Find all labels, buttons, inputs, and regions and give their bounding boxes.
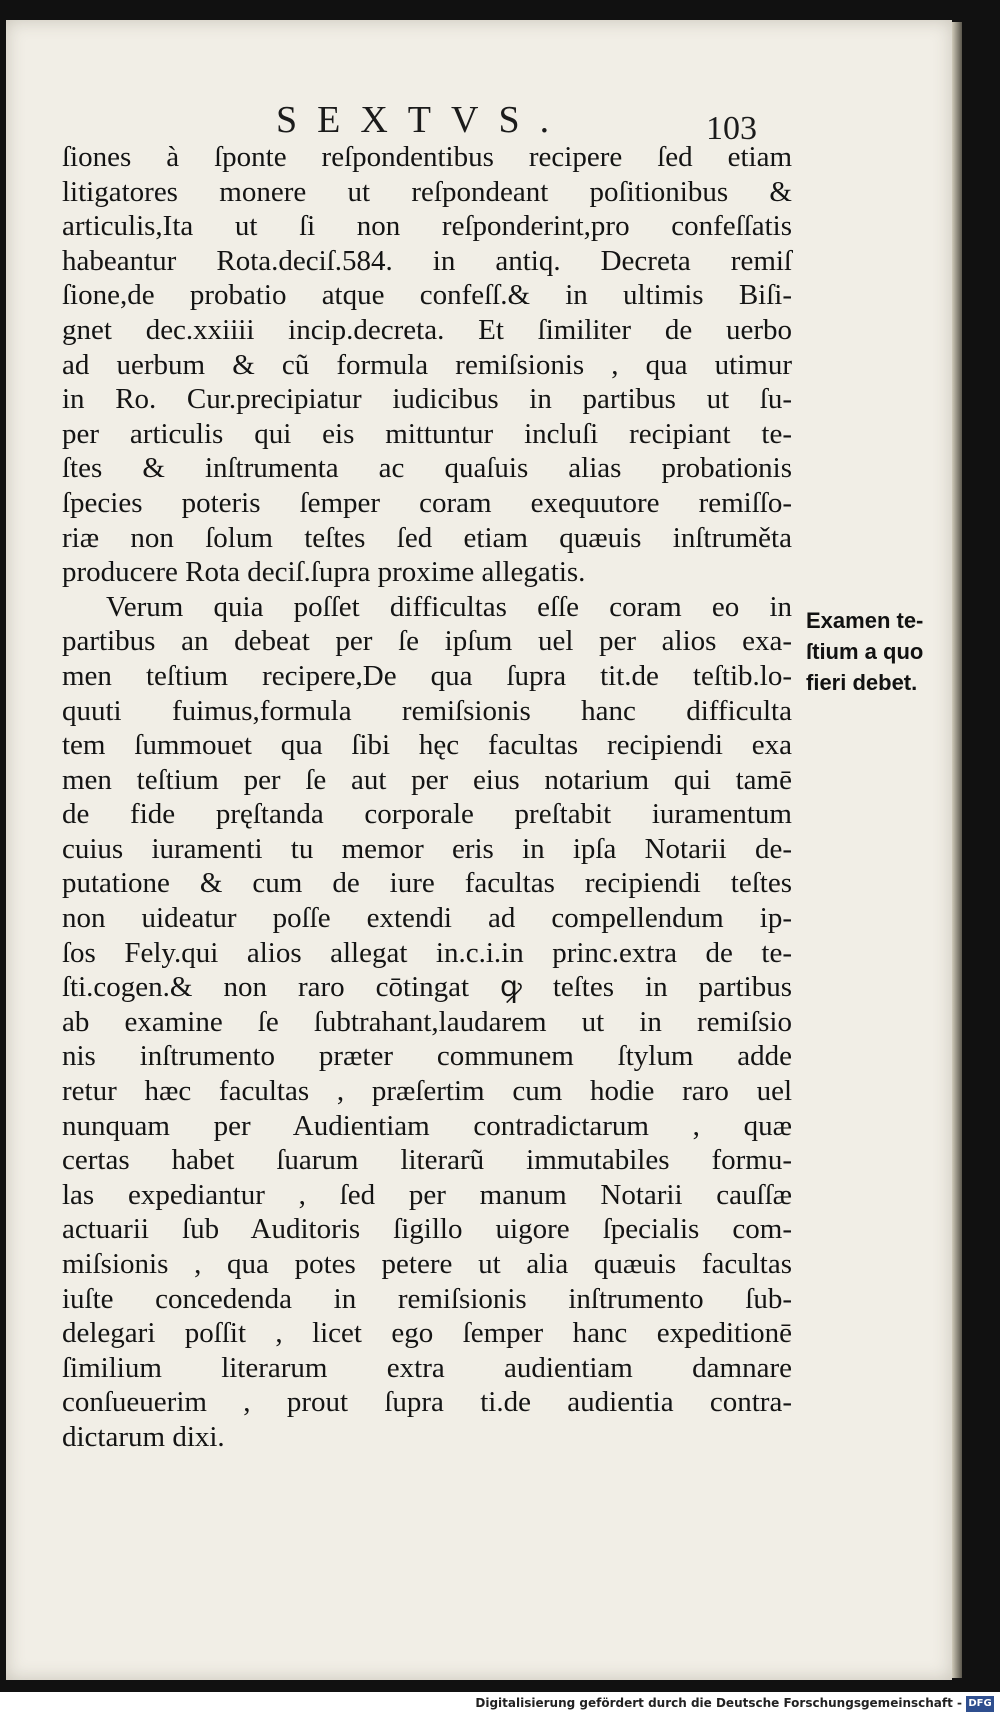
text-line: las expediantur , ſed per manum Notarii cauſſæ xyxy=(62,1178,792,1211)
text-line: dictarum dixi. xyxy=(62,1420,225,1453)
text-line: ad uerbum & cũ formula remiſsionis , qua utimur xyxy=(62,348,792,381)
text-line: de fide pręſtanda corporale preſtabit iuramentum xyxy=(62,798,792,831)
text-line: producere Rota deciſ.ſupra proxime allegatis. xyxy=(62,556,586,589)
text-line: ſtes & inſtrumenta ac quaſuis alias probationis xyxy=(62,452,792,485)
text-line: putatione & cum de iure facultas recipiendi teſtes xyxy=(62,867,792,900)
text-line: actuarii ſub Auditoris ſigillo uigore ſpecialis com- xyxy=(62,1213,792,1246)
text-line: ſpecies poteris ſemper coram exequutore remiſſo- xyxy=(62,486,792,519)
text-line: conſueuerim , prout ſupra ti.de audientia contra- xyxy=(62,1386,792,1419)
text-line: miſsionis , qua potes petere ut alia quæuis facultas xyxy=(62,1248,792,1280)
page-number: 103 xyxy=(706,110,757,147)
text-line: non uideatur poſſe extendi ad compellendum ip- xyxy=(62,902,792,935)
text-line: delegari poſſit , licet ego ſemper hanc expeditionē xyxy=(62,1317,792,1350)
main-text-block xyxy=(62,140,792,1455)
digitization-footer xyxy=(0,1692,1000,1718)
footer-credit: Digitalisierung gefördert durch die Deutsche Forschungsgemeinschaft - xyxy=(475,1696,962,1710)
text-line: ab examine ſe ſubtrahant,laudarem ut in remiſsio xyxy=(62,1005,792,1038)
text-line: cuius iuramenti tu memor eris in ipſa Notarii de- xyxy=(62,832,792,865)
text-line: per articulis qui eis mittuntur incluſi recipiant te- xyxy=(62,417,792,450)
text-line: Verum quia poſſet difficultas eſſe coram eo in xyxy=(106,590,792,623)
text-line: ſos Fely.qui alios allegat in.c.i.in princ.extra de te- xyxy=(62,936,792,969)
text-line: retur hæc facultas , præſertim cum hodie raro uel xyxy=(62,1075,792,1108)
text-line: habeantur Rota.deciſ.584. in antiq. Decreta remiſ xyxy=(62,244,792,277)
text-line: gnet dec.xxiiii incip.decreta. Et ſimiliter de uerbo xyxy=(62,313,792,346)
text-line: men teſtium recipere,De qua ſupra tit.de teſtib.lo- xyxy=(62,659,792,692)
text-line: tem ſummouet qua ſibi hęc facultas recipiendi exa xyxy=(62,729,792,762)
running-head: SEXTVS. xyxy=(276,99,570,141)
text-line: articulis,Ita ut ſi non reſponderint,pro confeſſatis xyxy=(62,210,792,243)
marginal-note-line: Examen te- xyxy=(806,608,924,633)
text-line: in Ro. Cur.precipiatur iudicibus in partibus ut ſu- xyxy=(62,383,792,416)
text-line: quuti fuimus,formula remiſsionis hanc difficulta xyxy=(62,694,792,727)
dfg-logo-icon: DFG xyxy=(966,1696,994,1712)
text-line: nis inſtrumento præter communem ſtylum adde xyxy=(62,1040,792,1073)
marginal-note xyxy=(806,605,956,698)
marginal-note-line: fieri debet. xyxy=(806,670,918,695)
text-line: ſiones à ſponte reſpondentibus recipere ſed etiam xyxy=(62,141,792,173)
text-line: certas habet ſuarum literarũ immutabiles formu- xyxy=(62,1144,792,1177)
text-line: partibus an debeat per ſe ipſum uel per alios exa- xyxy=(62,625,792,658)
text-line: litigatores monere ut reſpondeant poſitionibus & xyxy=(62,175,792,208)
page-edge xyxy=(952,22,962,1678)
text-line: ſimilium literarum extra audientiam damnare xyxy=(62,1351,792,1384)
text-line: ſti.cogen.& non raro cōtingat ꝙ teſtes in partibus xyxy=(62,971,792,1004)
text-line: men teſtium per ſe aut per eius notarium qui tamē xyxy=(62,763,792,796)
text-line: ſione,de probatio atque confeſſ.& in ultimis Biſi- xyxy=(62,279,792,312)
text-line: nunquam per Audientiam contradictarum , quæ xyxy=(62,1109,792,1142)
marginal-note-line: ſtium a quo xyxy=(806,639,924,664)
text-line: riæ non ſolum teſtes ſed etiam quæuis inſtruměta xyxy=(62,521,792,554)
text-line: iuſte concedenda in remiſsionis inſtrumento ſub- xyxy=(62,1282,792,1315)
book-page xyxy=(6,20,952,1680)
